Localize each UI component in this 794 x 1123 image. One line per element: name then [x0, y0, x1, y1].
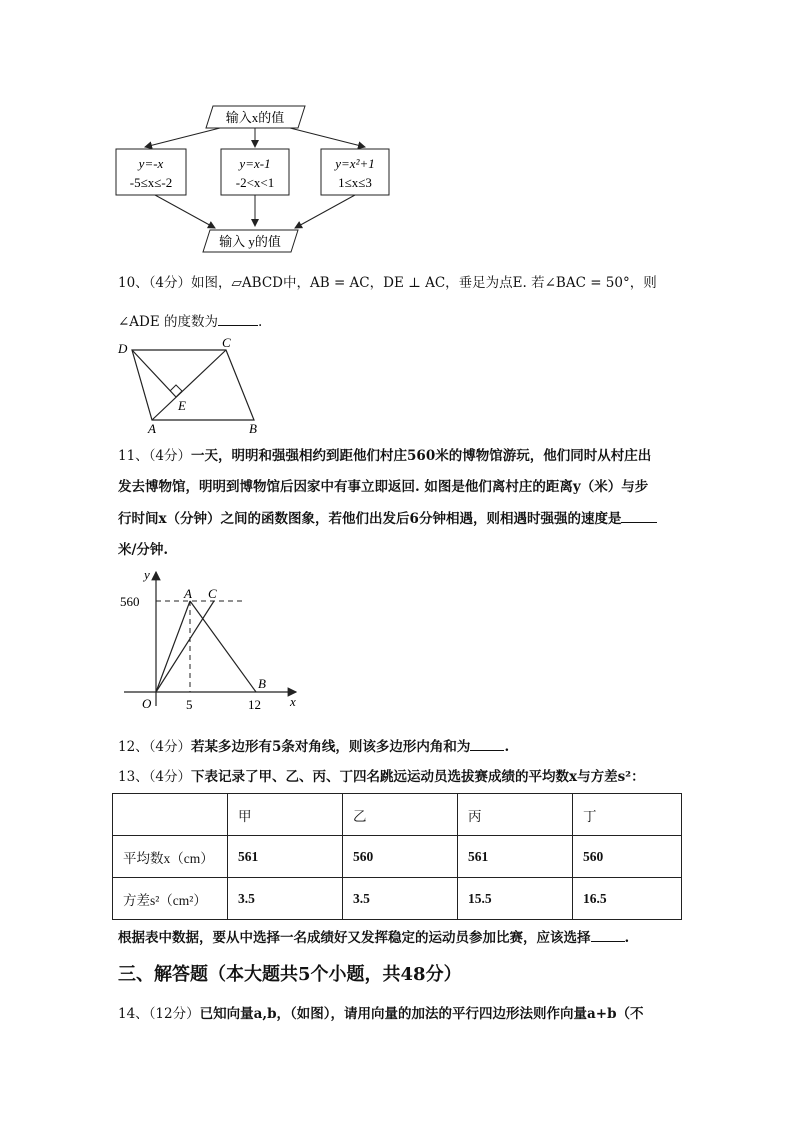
q13-text: 下表记录了甲、乙、丙、丁四名跳远运动员选拔赛成绩的平均数x与方差s²：: [191, 769, 645, 785]
branch-2-condition: -2<x<1: [235, 175, 275, 190]
table-row-label: 平均数x（cm）: [113, 836, 228, 878]
graph-x-label: x: [290, 694, 296, 709]
table-cell: 561: [458, 836, 573, 878]
table-cell: 560: [573, 836, 682, 878]
q11-distance-time-graph: [118, 566, 318, 716]
graph-y-tick-560: 560: [120, 594, 140, 609]
graph-point-C: C: [208, 586, 217, 601]
table-cell: 560: [343, 836, 458, 878]
flow-arrow-right: [290, 128, 365, 147]
q12-end: .: [504, 739, 510, 755]
q10-line1: [118, 273, 657, 293]
q14-number: 14、: [118, 1006, 149, 1022]
q10-text-1: 如图，▱ABCD中，AB = AC，DE ⊥ AC，垂足为点E. 若∠BAC = 50°，则: [191, 275, 657, 291]
graph-x-tick-5: 5: [186, 697, 193, 712]
q11-line2: [118, 477, 648, 497]
q12-score: （4分）: [148, 739, 192, 755]
table-row: [113, 878, 682, 920]
right-angle-mark: [170, 385, 182, 397]
q10-number: 10、: [118, 275, 149, 291]
flow-arrow-out-right: [295, 195, 355, 228]
table-cell: 3.5: [343, 878, 458, 920]
q13-line: [118, 767, 645, 787]
q11-line3: [118, 508, 657, 529]
flow-arrow-out-left: [155, 195, 215, 228]
graph-x-tick-12: 12: [248, 697, 261, 712]
table-header-row: [113, 794, 682, 836]
q12-line: [118, 736, 509, 757]
q13-number: 13、: [118, 769, 149, 785]
q11-text-2: 发去博物馆，明明到博物馆后因家中有事立即返回. 如图是他们离村庄的距离y（米）与步: [118, 479, 649, 495]
q10-answer-blank[interactable]: [218, 311, 258, 326]
table-row: [113, 836, 682, 878]
q14-score: （12分）: [148, 1006, 200, 1022]
label-B: B: [249, 421, 257, 436]
line-AB: [190, 601, 256, 692]
table-cell: 16.5: [573, 878, 682, 920]
q11-text-3: 行时间x（分钟）之间的函数图象，若他们出发后6分钟相遇，则相遇时强强的速度是: [118, 511, 622, 527]
table-cell: 561: [228, 836, 343, 878]
graph-point-B: B: [258, 676, 266, 691]
table-cell: 15.5: [458, 878, 573, 920]
graph-origin-label: O: [142, 696, 152, 711]
q10-line2: [118, 311, 262, 332]
q10-text-2: ∠ADE 的度数为: [118, 314, 219, 330]
branch-1-condition: -5≤x≤-2: [129, 175, 173, 190]
flowchart-output-text: 输入 y的值: [219, 234, 281, 249]
q13-end: .: [624, 930, 630, 946]
label-E: E: [178, 398, 186, 413]
section-3-heading: 三、解答题（本大题共5个小题，共48分）: [118, 964, 462, 985]
q13-score-table: [112, 793, 682, 920]
table-header-cell: 甲: [228, 794, 343, 836]
diagonal-AC: [152, 350, 226, 420]
flowchart: [110, 100, 400, 260]
q11-text-4: 米/分钟.: [118, 542, 169, 558]
q10-parallelogram-figure: [112, 336, 272, 436]
q11-number: 11、: [118, 448, 149, 464]
q11-line1: [118, 446, 651, 466]
q10-score: （4分）: [148, 275, 192, 291]
flowchart-input-text: 输入x的值: [225, 110, 285, 125]
table-header-cell: [113, 794, 228, 836]
q12-number: 12、: [118, 739, 149, 755]
q13-answer-blank[interactable]: [591, 927, 625, 942]
flow-arrow-left: [145, 128, 220, 147]
q13-after-text: 根据表中数据，要从中选择一名成绩好又发挥稳定的运动员参加比赛，应该选择: [118, 930, 591, 946]
q11-score: （4分）: [148, 448, 192, 464]
graph-y-label: y: [144, 567, 150, 582]
table-header-cell: 丁: [573, 794, 682, 836]
branch-2-formula: y=x-1: [239, 156, 271, 171]
q11-text-1: 一天，明明和强强相约到距他们村庄560米的博物馆游玩，他们同时从村庄出: [191, 448, 652, 464]
q12-text: 若某多边形有5条对角线，则该多边形内角和为: [191, 739, 471, 755]
q12-answer-blank[interactable]: [470, 736, 504, 751]
label-C: C: [222, 336, 231, 350]
q14-line: [118, 1004, 644, 1024]
q13-after-line: [118, 927, 629, 948]
q11-answer-blank[interactable]: [621, 508, 657, 523]
table-header-cell: 丙: [458, 794, 573, 836]
table-header-cell: 乙: [343, 794, 458, 836]
graph-point-A: A: [184, 586, 192, 601]
q10-end: .: [258, 314, 263, 330]
branch-1-formula: y=-x: [138, 156, 164, 171]
q13-score: （4分）: [148, 769, 192, 785]
branch-3-condition: 1≤x≤3: [338, 175, 372, 190]
q11-line4: [118, 540, 168, 560]
parallelogram-ABCD: [132, 350, 254, 420]
label-D: D: [118, 341, 128, 356]
branch-3-formula: y=x²+1: [335, 156, 375, 171]
table-row-label: 方差s²（cm²）: [113, 878, 228, 920]
label-A: A: [148, 421, 156, 436]
q14-text: 已知向量a,b，（如图），请用向量的加法的平行四边形法则作向量a+b（不: [199, 1006, 644, 1022]
table-cell: 3.5: [228, 878, 343, 920]
